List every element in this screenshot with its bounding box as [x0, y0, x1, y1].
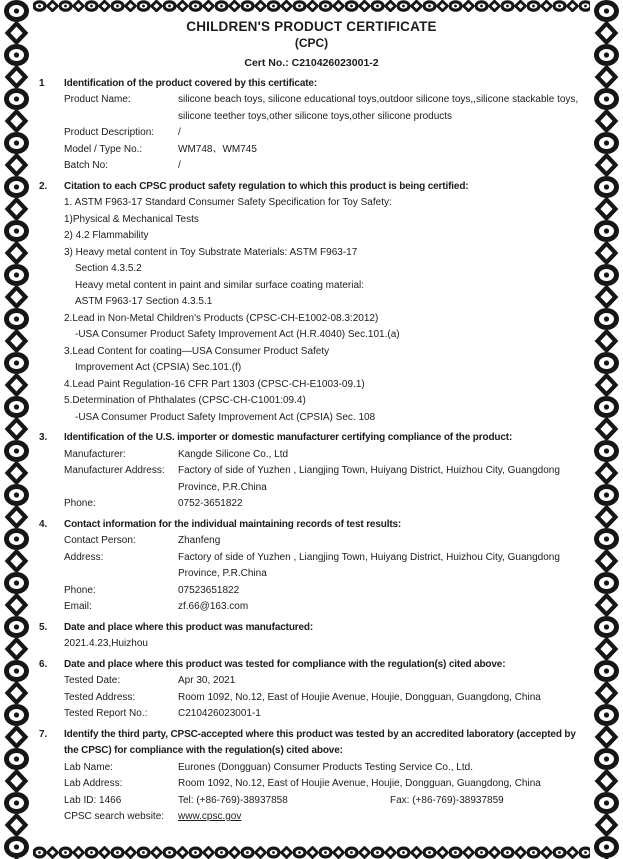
- certificate-title: CHILDREN'S PRODUCT CERTIFICATE: [186, 19, 437, 34]
- lab-fax: Fax: (+86-769)-38937859: [390, 794, 504, 806]
- regulation-line: 2) 4.2 Flammability: [64, 230, 149, 241]
- field-row: [64, 599, 584, 616]
- regulation-line: 1. ASTM F963-17 Standard Consumer Safety Specification for Toy Safety:: [64, 197, 392, 208]
- regulation-line: 1)Physical & Mechanical Tests: [64, 213, 199, 225]
- regulation-line: Section 4.3.5.2: [75, 263, 142, 274]
- field-label: Manufacturer:: [64, 448, 126, 460]
- border-right-ornament: [590, 0, 623, 859]
- field-row: [64, 673, 584, 690]
- field-value: C210426023001-1: [178, 708, 261, 719]
- field-value: Eurones (Dongguan) Consumer Products Testing Service Co., Ltd.: [178, 761, 473, 773]
- field-label: Model / Type No.:: [64, 143, 143, 155]
- field-row: [64, 533, 584, 550]
- field-row: [64, 158, 584, 175]
- field-label: Address:: [64, 551, 104, 563]
- section-number: 4.: [39, 518, 48, 530]
- field-row: [64, 776, 584, 793]
- section-contact-records: [39, 517, 584, 616]
- section-citation-regulations: [39, 179, 584, 427]
- field-label: Product Name:: [64, 94, 131, 105]
- field-row: [64, 142, 584, 159]
- field-row: [64, 583, 584, 600]
- field-value: 0752-3651822: [178, 498, 243, 509]
- section-test-date-place: [39, 657, 584, 723]
- field-label: Phone:: [64, 498, 96, 509]
- section-importer-manufacturer: [39, 430, 584, 513]
- regulation-line: 5.Determination of Phthalates (CPSC-CH-C1001:09.4): [64, 395, 306, 406]
- lab-id: Lab ID: 1466: [64, 794, 122, 806]
- manufacture-date-place: 2021.4.23,Huizhou: [64, 638, 148, 649]
- field-row: [64, 760, 584, 777]
- field-row: [64, 496, 584, 513]
- section-number: 1: [39, 77, 45, 89]
- section-number: 6.: [39, 658, 48, 670]
- section-number: 7.: [39, 728, 48, 740]
- field-label: Email:: [64, 601, 92, 612]
- field-value: WM748、WM745: [178, 143, 257, 155]
- section-number: 2.: [39, 180, 48, 192]
- field-label: Batch No:: [64, 160, 108, 171]
- field-value: Kangde Silicone Co., Ltd: [178, 448, 289, 460]
- field-value: 07523651822: [178, 584, 240, 596]
- field-label: CPSC search website:: [64, 811, 165, 822]
- regulation-line: 3.Lead Content for coating—USA Consumer Product Safety: [64, 345, 330, 357]
- field-row: [64, 463, 584, 496]
- field-row: [64, 92, 584, 125]
- section-third-party-lab: [39, 727, 584, 826]
- field-label: Phone:: [64, 584, 96, 596]
- section-heading: Date and place where this product was manufactured:: [64, 621, 314, 633]
- field-row: [64, 550, 584, 583]
- field-label: Tested Date:: [64, 675, 121, 686]
- field-row: [64, 125, 584, 142]
- field-row: [64, 690, 584, 707]
- field-label: Product Description:: [64, 127, 155, 138]
- section-number: 3.: [39, 432, 48, 443]
- field-label: Tested Report No.:: [64, 708, 148, 719]
- field-value: Room 1092, No.12, East of Houjie Avenue, Houjie, Dongguan, Guangdong, China: [178, 691, 541, 703]
- lab-tel: Tel: (+86-769)-38937858: [178, 794, 288, 806]
- regulation-line: ASTM F963-17 Section 4.3.5.1: [75, 296, 213, 307]
- field-label: Tested Address:: [64, 691, 136, 703]
- section-heading: Identification of the U.S. importer or domestic manufacturer certifying compliance of the product:: [64, 432, 513, 443]
- regulation-line: -USA Consumer Product Safety Improvement Act (H.R.4040) Sec.101.(a): [75, 329, 400, 340]
- field-value: Factory of side of Yuzhen , Liangjing Town, Huiyang District, Huizhou City, Guangdong Province, P.R.China: [178, 551, 560, 579]
- section-manufacture-date-place: [39, 620, 584, 653]
- regulation-line: -USA Consumer Product Safety Improvement Act (CPSIA) Sec. 108: [75, 411, 376, 423]
- lab-contact-row: [64, 793, 584, 810]
- field-label: Lab Address:: [64, 778, 123, 789]
- border-top-ornament: [33, 0, 590, 12]
- field-value: zf.66@163.com: [178, 601, 249, 612]
- field-value: Factory of side of Yuzhen , Liangjing Town, Huiyang District, Huizhou City, Guangdong Province, P.R.China: [178, 465, 560, 493]
- section-heading: Date and place where this product was tested for compliance with the regulation(s) cited above:: [64, 658, 506, 670]
- regulation-line: Heavy metal content in paint and similar surface coating material:: [75, 279, 365, 291]
- field-value: Zhanfeng: [178, 535, 221, 546]
- certificate-content: [33, 12, 590, 846]
- field-value: Room 1092, No.12, East of Houjie Avenue, Houjie, Dongguan, Guangdong, China: [178, 778, 541, 789]
- regulation-line: 2.Lead in Non-Metal Children's Products (CPSC-CH-E1002-08.3:2012): [64, 312, 379, 324]
- field-label: Manufacturer Address:: [64, 465, 165, 476]
- field-row: [64, 706, 584, 723]
- certificate-header: [39, 18, 584, 72]
- field-label: Contact Person:: [64, 535, 136, 546]
- section-heading: Contact information for the individual maintaining records of test results:: [64, 518, 402, 530]
- field-row: [64, 447, 584, 464]
- section-identification-product: [39, 76, 584, 175]
- field-value: /: [178, 127, 181, 138]
- border-left-ornament: [0, 0, 33, 859]
- field-row: [64, 809, 584, 826]
- section-heading: Citation to each CPSC product safety regulation to which this product is being certified:: [64, 180, 469, 192]
- certificate-number: Cert No.: C210426023001-2: [244, 57, 379, 69]
- certificate-subtitle: (CPC): [294, 36, 329, 50]
- field-value: /: [178, 160, 181, 171]
- section-number: 5.: [39, 621, 48, 633]
- regulation-line: Improvement Act (CPSIA) Sec.101.(f): [75, 362, 242, 373]
- field-label: Lab Name:: [64, 761, 113, 773]
- regulation-line: 3) Heavy metal content in Toy Substrate Materials: ASTM F963-17: [64, 246, 358, 258]
- regulation-line: 4.Lead Paint Regulation-16 CFR Part 1303 (CPSC-CH-E1003-09.1): [64, 378, 365, 390]
- field-value: silicone beach toys, silicone educational toys,outdoor silicone toys,,silicone stackable toys, silicone teether toys,other silicone toys,other silicone products: [178, 94, 579, 122]
- section-heading: Identification of the product covered by this certificate:: [64, 77, 318, 89]
- border-bottom-ornament: [33, 846, 590, 859]
- section-heading: Identify the third party, CPSC-accepted where this product was tested by an accredited laboratory (accepted by the CPSC) for compliance with the regulation(s) cited above:: [64, 728, 576, 756]
- field-value: Apr 30, 2021: [178, 675, 236, 686]
- cpsc-website-link[interactable]: www.cpsc.gov: [178, 811, 242, 822]
